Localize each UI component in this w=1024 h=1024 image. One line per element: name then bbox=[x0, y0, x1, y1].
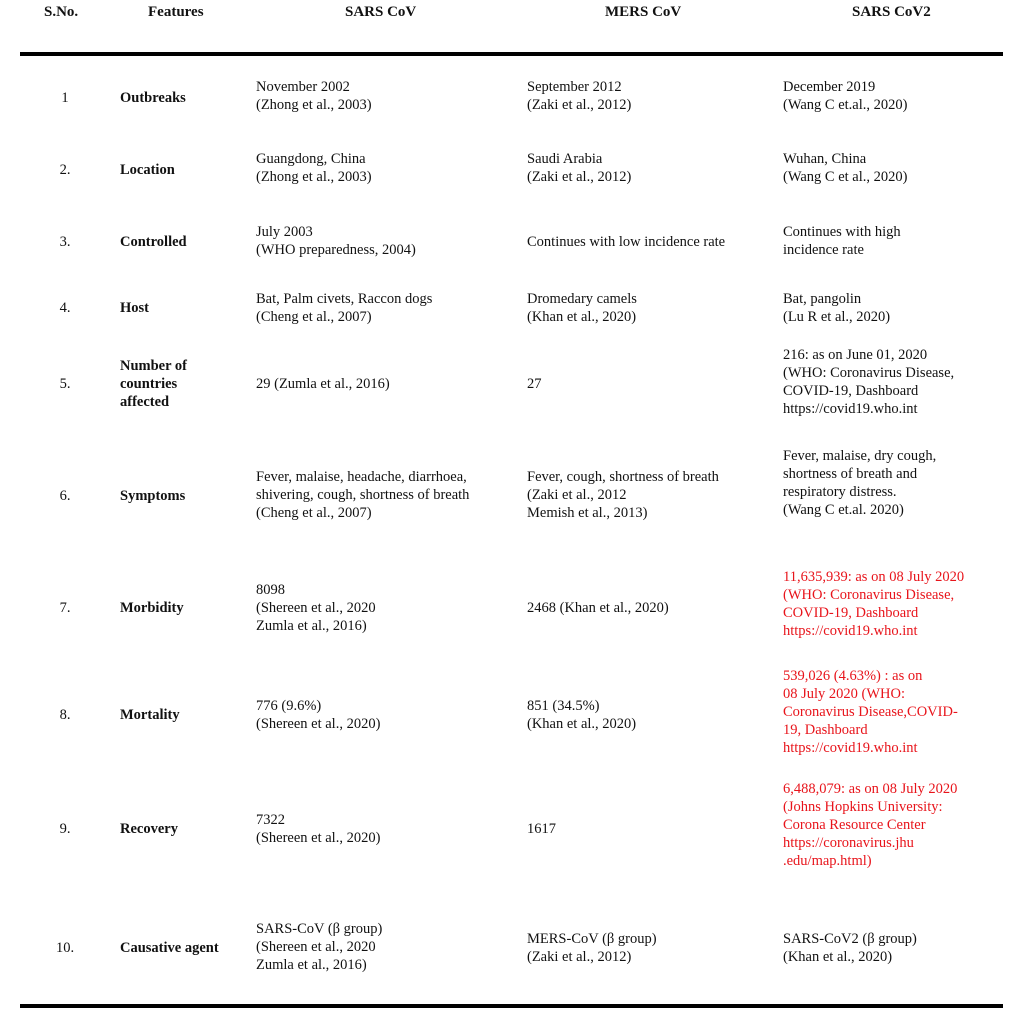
sars-cov-cell: July 2003 (WHO preparedness, 2004) bbox=[256, 224, 416, 258]
bottom-rule bbox=[20, 1004, 1003, 1008]
top-rule bbox=[20, 52, 1003, 56]
sars-cov2-cell: 11,635,939: as on 08 July 2020 (WHO: Coronavirus Disease, COVID-19, Dashboard https://covid19.who.int bbox=[783, 569, 965, 639]
mers-cov-cell: MERS-CoV (β group) (Zaki et al., 2012) bbox=[527, 931, 657, 965]
row-number: 8. bbox=[59, 707, 71, 723]
row-number: 10. bbox=[55, 940, 75, 956]
row-number: 6. bbox=[59, 488, 71, 504]
sars-cov2-cell: 6,488,079: as on 08 July 2020 (Johns Hopkins University: Corona Resource Center https://coronavirus.jhu .edu/map.html) bbox=[783, 781, 958, 869]
mers-cov-cell: Fever, cough, shortness of breath (Zaki et al., 2012 Memish et al., 2013) bbox=[527, 469, 719, 521]
header-sno: S.No. bbox=[44, 4, 79, 20]
sars-cov-cell: 8098 (Shereen et al., 2020 Zumla et al., 2016) bbox=[256, 582, 376, 634]
mers-cov-cell: September 2012 (Zaki et al., 2012) bbox=[527, 79, 632, 113]
sars-cov2-cell: Bat, pangolin (Lu R et al., 2020) bbox=[783, 291, 891, 325]
sars-cov2-cell: Fever, malaise, dry cough, shortness of breath and respiratory distress. (Wang C et.al. 2020) bbox=[783, 448, 937, 518]
row-feature: Causative agent bbox=[120, 940, 219, 956]
row-feature: Mortality bbox=[120, 707, 180, 723]
mers-cov-cell: Continues with low incidence rate bbox=[527, 234, 726, 250]
table-header bbox=[0, 0, 1024, 30]
row-feature: Number of countries affected bbox=[120, 358, 187, 410]
header-sars-cov: SARS CoV bbox=[345, 4, 417, 20]
row-number: 2. bbox=[59, 162, 71, 178]
row-feature: Outbreaks bbox=[120, 90, 186, 106]
header-sars-cov2: SARS CoV2 bbox=[852, 4, 931, 20]
row-number: 1 bbox=[61, 90, 69, 106]
mers-cov-cell: 2468 (Khan et al., 2020) bbox=[527, 600, 669, 616]
header-features: Features bbox=[148, 4, 204, 20]
row-feature: Host bbox=[120, 300, 149, 316]
sars-cov2-cell: 216: as on June 01, 2020 (WHO: Coronavirus Disease, COVID-19, Dashboard https://covid19.who.int bbox=[783, 347, 955, 417]
header-mers-cov: MERS CoV bbox=[605, 4, 682, 20]
sars-cov2-cell: Continues with high incidence rate bbox=[783, 224, 901, 258]
row-feature: Morbidity bbox=[120, 600, 184, 616]
mers-cov-cell: Dromedary camels (Khan et al., 2020) bbox=[527, 291, 637, 325]
sars-cov-cell: Guangdong, China (Zhong et al., 2003) bbox=[256, 151, 372, 185]
mers-cov-cell: Saudi Arabia (Zaki et al., 2012) bbox=[527, 151, 632, 185]
sars-cov2-cell: SARS-CoV2 (β group) (Khan et al., 2020) bbox=[783, 931, 917, 965]
row-number: 9. bbox=[59, 821, 71, 837]
sars-cov-cell: Bat, Palm civets, Raccon dogs (Cheng et al., 2007) bbox=[256, 291, 433, 325]
mers-cov-cell: 1617 bbox=[527, 821, 556, 837]
row-feature: Location bbox=[120, 162, 175, 178]
mers-cov-cell: 851 (34.5%) (Khan et al., 2020) bbox=[527, 698, 637, 732]
sars-cov-cell: 29 (Zumla et al., 2016) bbox=[256, 376, 390, 392]
mers-cov-cell: 27 bbox=[527, 376, 542, 392]
sars-cov-cell: Fever, malaise, headache, diarrhoea, shivering, cough, shortness of breath (Cheng et al., 2007) bbox=[256, 469, 470, 521]
row-feature: Symptoms bbox=[120, 488, 186, 504]
sars-cov2-cell: 539,026 (4.63%) : as on 08 July 2020 (WHO: Coronavirus Disease,COVID- 19, Dashboard https://covid19.who.int bbox=[783, 668, 958, 756]
row-feature: Controlled bbox=[120, 234, 187, 250]
sars-cov2-cell: December 2019 (Wang C et.al., 2020) bbox=[783, 79, 908, 113]
sars-cov-cell: November 2002 (Zhong et al., 2003) bbox=[256, 79, 372, 113]
row-number: 7. bbox=[59, 600, 71, 616]
row-number: 5. bbox=[59, 376, 71, 392]
sars-cov-cell: 7322 (Shereen et al., 2020) bbox=[256, 812, 381, 846]
sars-cov-cell: SARS-CoV (β group) (Shereen et al., 2020 Zumla et al., 2016) bbox=[256, 921, 383, 973]
sars-cov2-cell: Wuhan, China (Wang C et al., 2020) bbox=[783, 151, 908, 185]
row-feature: Recovery bbox=[120, 821, 178, 837]
sars-cov-cell: 776 (9.6%) (Shereen et al., 2020) bbox=[256, 698, 381, 732]
row-number: 4. bbox=[59, 300, 71, 316]
row-number: 3. bbox=[59, 234, 71, 250]
